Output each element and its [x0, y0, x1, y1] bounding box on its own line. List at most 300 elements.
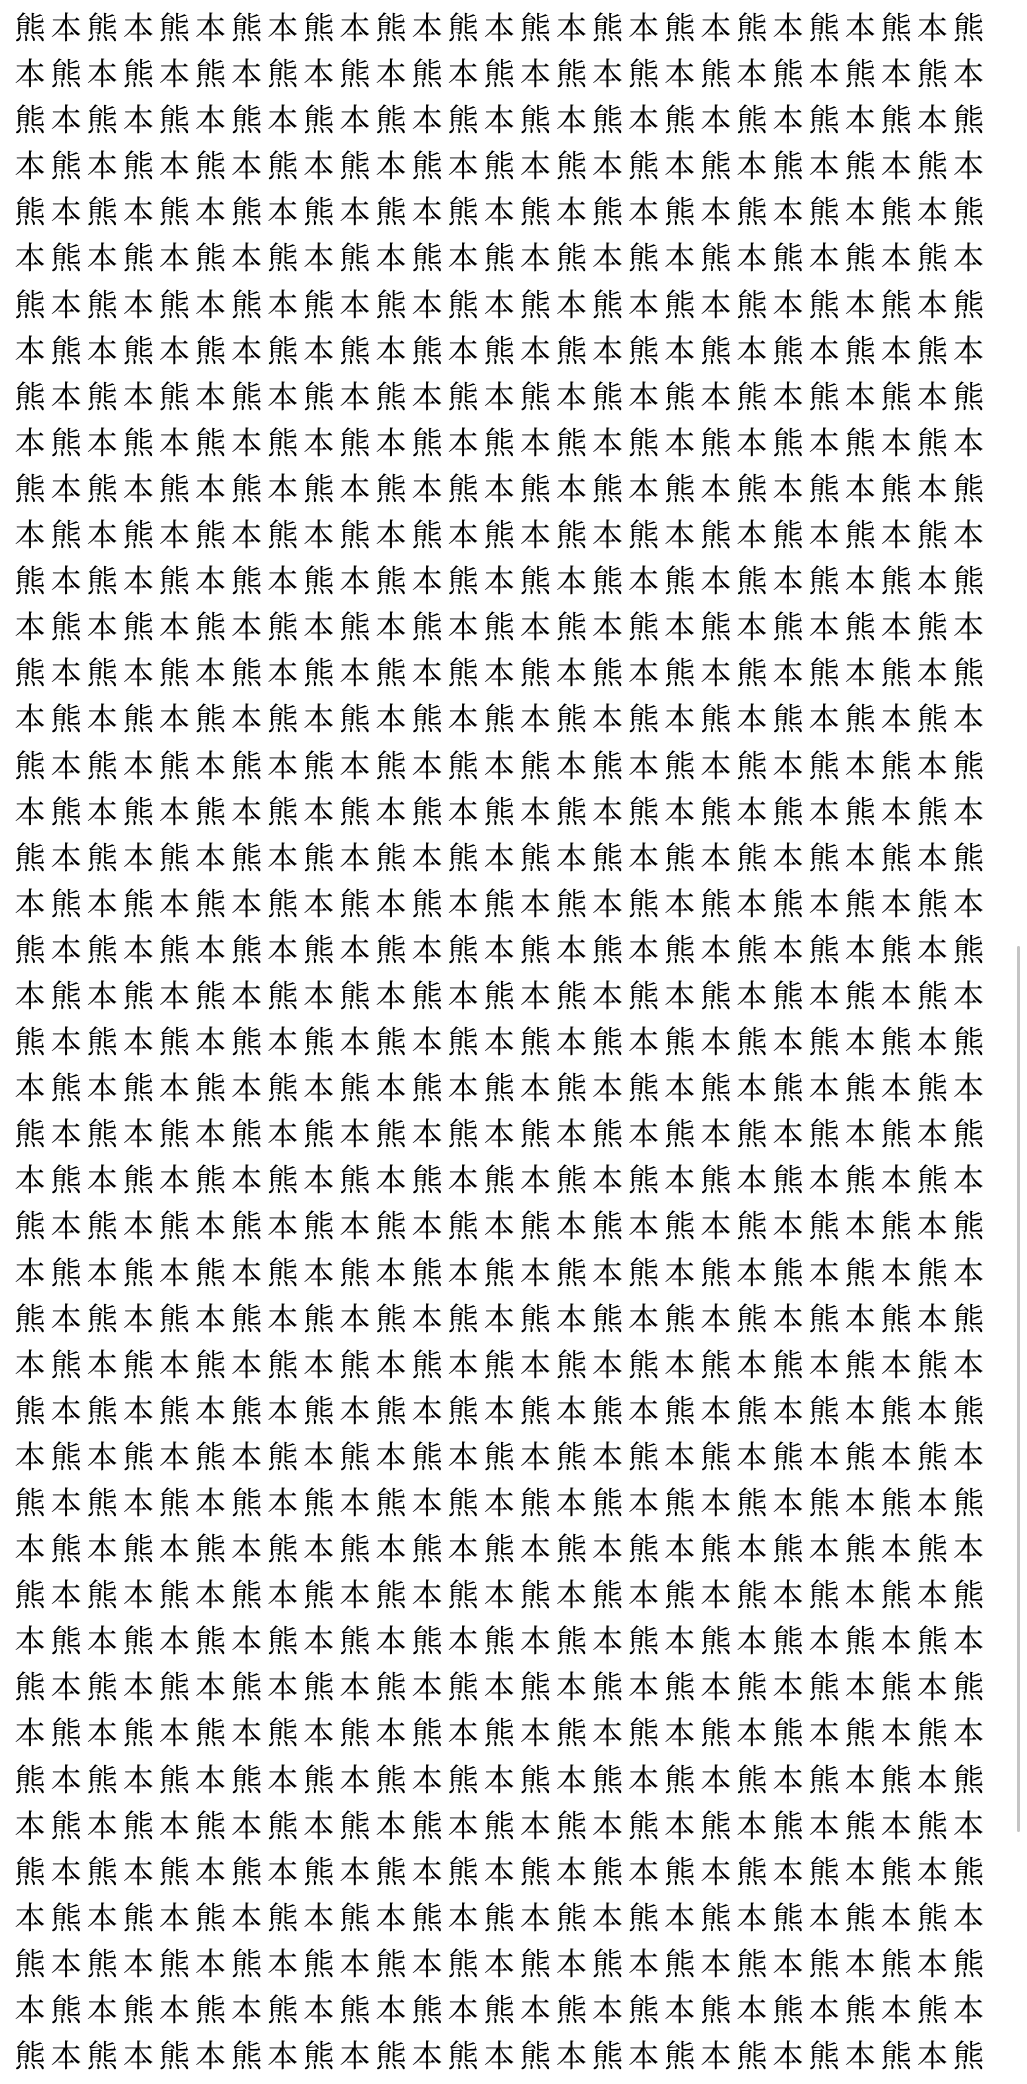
glyph: 熊: [14, 1025, 46, 1062]
glyph: 本: [592, 1900, 624, 1937]
glyph: 熊: [375, 1946, 407, 1983]
glyph: 本: [772, 1578, 804, 1615]
glyph: 熊: [122, 794, 154, 831]
glyph: 熊: [772, 57, 804, 94]
glyph: 本: [375, 1993, 407, 2030]
glyph: 熊: [50, 1624, 82, 1661]
glyph: 熊: [628, 1163, 660, 1200]
glyph: 熊: [844, 1532, 876, 1569]
glyph: 本: [519, 425, 551, 462]
glyph: 本: [339, 471, 371, 508]
glyph: 熊: [736, 840, 768, 877]
glyph: 熊: [952, 195, 984, 232]
glyph: 本: [555, 1578, 587, 1615]
glyph: 熊: [86, 287, 118, 324]
glyph: 熊: [303, 748, 335, 785]
glyph: 熊: [772, 1993, 804, 2030]
glyph: 本: [736, 978, 768, 1015]
glyph: 本: [86, 333, 118, 370]
glyph: 本: [700, 748, 732, 785]
glyph: 本: [14, 1993, 46, 2030]
glyph: 熊: [700, 149, 732, 186]
glyph: 熊: [555, 1255, 587, 1292]
glyph: 本: [664, 978, 696, 1015]
glyph: 熊: [158, 1946, 190, 1983]
glyph: 熊: [772, 1163, 804, 1200]
glyph: 本: [772, 2039, 804, 2076]
glyph: 本: [808, 149, 840, 186]
glyph: 本: [231, 1532, 263, 1569]
glyph: 本: [122, 1762, 154, 1799]
glyph: 本: [916, 564, 948, 601]
glyph: 本: [483, 748, 515, 785]
glyph: 熊: [195, 149, 227, 186]
glyph: 本: [628, 2039, 660, 2076]
glyph: 熊: [808, 932, 840, 969]
glyph: 本: [628, 1301, 660, 1338]
glyph: 熊: [14, 1486, 46, 1522]
glyph: 熊: [483, 1532, 515, 1569]
glyph-row: [12, 1435, 1002, 1481]
glyph: 熊: [555, 1439, 587, 1476]
glyph: 熊: [592, 656, 624, 693]
glyph: 熊: [664, 1117, 696, 1154]
glyph: 熊: [916, 425, 948, 462]
glyph: 本: [519, 57, 551, 94]
glyph: 本: [158, 1716, 190, 1753]
glyph: 本: [231, 1071, 263, 1108]
glyph: 本: [700, 1393, 732, 1430]
glyph: 熊: [916, 1439, 948, 1476]
glyph: 熊: [195, 425, 227, 462]
glyph: 熊: [14, 1854, 46, 1891]
glyph: 本: [303, 1255, 335, 1292]
glyph: 本: [339, 1854, 371, 1891]
glyph: 熊: [628, 1716, 660, 1753]
glyph: 熊: [772, 241, 804, 278]
glyph: 熊: [231, 1670, 263, 1707]
glyph: 本: [519, 1163, 551, 1200]
glyph: 熊: [700, 241, 732, 278]
glyph: 熊: [592, 748, 624, 785]
glyph: 本: [844, 1486, 876, 1522]
glyph: 本: [50, 1670, 82, 1707]
glyph-row: [12, 98, 1002, 144]
glyph: 本: [916, 1209, 948, 1246]
glyph: 本: [50, 932, 82, 969]
glyph: 熊: [86, 932, 118, 969]
glyph: 熊: [267, 1993, 299, 2030]
glyph-row: [12, 52, 1002, 98]
glyph: 本: [195, 2039, 227, 2076]
glyph: 熊: [808, 1025, 840, 1062]
glyph: 熊: [664, 1393, 696, 1430]
glyph: 熊: [86, 1854, 118, 1891]
glyph-row: [12, 1158, 1002, 1204]
glyph: 熊: [231, 287, 263, 324]
glyph: 本: [916, 1025, 948, 1062]
glyph: 熊: [664, 1209, 696, 1246]
glyph: 熊: [555, 886, 587, 923]
glyph: 熊: [519, 471, 551, 508]
glyph: 熊: [628, 1624, 660, 1661]
glyph: 熊: [50, 1255, 82, 1292]
glyph: 本: [880, 1993, 912, 2030]
glyph: 本: [158, 886, 190, 923]
glyph: 本: [267, 932, 299, 969]
glyph: 本: [628, 1578, 660, 1615]
glyph: 本: [231, 241, 263, 278]
glyph: 本: [14, 1163, 46, 1200]
glyph: 熊: [916, 1347, 948, 1384]
glyph: 熊: [772, 1532, 804, 1569]
glyph: 熊: [808, 1209, 840, 1246]
glyph: 本: [844, 840, 876, 877]
glyph: 熊: [267, 1532, 299, 1569]
glyph: 熊: [303, 103, 335, 140]
glyph: 本: [880, 518, 912, 555]
glyph: 熊: [447, 1209, 479, 1246]
glyph: 熊: [122, 1716, 154, 1753]
glyph: 本: [519, 1808, 551, 1845]
glyph: 熊: [122, 1255, 154, 1292]
glyph: 本: [916, 103, 948, 140]
glyph: 本: [736, 1993, 768, 2030]
glyph: 熊: [122, 1624, 154, 1661]
glyph: 熊: [844, 1071, 876, 1108]
glyph: 本: [375, 1900, 407, 1937]
glyph: 熊: [772, 1808, 804, 1845]
glyph-row: [12, 1573, 1002, 1619]
glyph: 本: [664, 1993, 696, 2030]
glyph: 本: [447, 149, 479, 186]
glyph: 熊: [916, 1255, 948, 1292]
glyph: 熊: [231, 1301, 263, 1338]
glyph: 熊: [158, 2039, 190, 2076]
glyph: 熊: [267, 1255, 299, 1292]
glyph: 熊: [483, 333, 515, 370]
glyph: 本: [375, 1716, 407, 1753]
glyph: 熊: [664, 1301, 696, 1338]
glyph: 熊: [411, 1624, 443, 1661]
glyph: 熊: [952, 564, 984, 601]
glyph: 熊: [555, 1347, 587, 1384]
glyph: 本: [519, 1993, 551, 2030]
glyph: 本: [664, 1163, 696, 1200]
glyph-row: [12, 6, 1002, 52]
glyph: 熊: [339, 1716, 371, 1753]
glyph: 熊: [195, 1347, 227, 1384]
glyph: 本: [664, 1071, 696, 1108]
glyph: 本: [267, 1946, 299, 1983]
glyph: 本: [916, 471, 948, 508]
glyph: 熊: [519, 1946, 551, 1983]
glyph-row: [12, 1066, 1002, 1112]
glyph: 熊: [122, 886, 154, 923]
glyph: 本: [303, 425, 335, 462]
glyph: 本: [736, 333, 768, 370]
glyph: 熊: [411, 886, 443, 923]
vertical-scrollbar-thumb[interactable]: [1017, 946, 1020, 1832]
glyph-row: [12, 1665, 1002, 1711]
glyph: 熊: [592, 471, 624, 508]
glyph: 本: [555, 1209, 587, 1246]
glyph: 本: [411, 1854, 443, 1891]
glyph: 熊: [303, 1762, 335, 1799]
glyph: 熊: [14, 1578, 46, 1615]
glyph: 熊: [844, 794, 876, 831]
glyph-row: [12, 329, 1002, 375]
glyph: 本: [14, 610, 46, 647]
glyph: 本: [50, 656, 82, 693]
glyph: 熊: [14, 103, 46, 140]
glyph: 本: [844, 1854, 876, 1891]
glyph: 本: [736, 1900, 768, 1937]
glyph: 熊: [158, 379, 190, 416]
glyph: 熊: [50, 1163, 82, 1200]
glyph: 本: [772, 656, 804, 693]
glyph: 本: [339, 1025, 371, 1062]
glyph: 熊: [411, 57, 443, 94]
glyph: 熊: [483, 886, 515, 923]
glyph: 熊: [14, 1301, 46, 1338]
glyph-row: [12, 190, 1002, 236]
glyph: 熊: [447, 1578, 479, 1615]
glyph: 本: [267, 1393, 299, 1430]
glyph: 熊: [303, 840, 335, 877]
glyph: 本: [339, 11, 371, 47]
glyph: 熊: [736, 1762, 768, 1799]
glyph: 本: [231, 978, 263, 1015]
glyph: 熊: [808, 1486, 840, 1522]
glyph: 熊: [700, 978, 732, 1015]
glyph: 熊: [375, 656, 407, 693]
glyph: 熊: [86, 1486, 118, 1522]
glyph: 本: [808, 1163, 840, 1200]
glyph: 本: [483, 471, 515, 508]
glyph: 熊: [411, 1900, 443, 1937]
glyph: 本: [14, 1439, 46, 1476]
glyph: 熊: [411, 1347, 443, 1384]
glyph: 本: [628, 11, 660, 47]
glyph: 本: [447, 425, 479, 462]
glyph: 熊: [122, 1439, 154, 1476]
glyph: 熊: [50, 610, 82, 647]
glyph: 熊: [122, 1808, 154, 1845]
glyph: 本: [303, 241, 335, 278]
glyph: 熊: [916, 1071, 948, 1108]
glyph: 本: [736, 794, 768, 831]
glyph: 熊: [736, 195, 768, 232]
glyph: 熊: [664, 471, 696, 508]
glyph: 本: [664, 57, 696, 94]
glyph: 熊: [952, 1209, 984, 1246]
glyph: 本: [339, 1946, 371, 1983]
glyph: 熊: [375, 1670, 407, 1707]
glyph: 熊: [14, 1393, 46, 1430]
glyph: 熊: [158, 1854, 190, 1891]
glyph: 本: [736, 1532, 768, 1569]
glyph: 本: [231, 333, 263, 370]
glyph: 本: [483, 1025, 515, 1062]
glyph: 熊: [736, 1393, 768, 1430]
glyph: 本: [519, 1624, 551, 1661]
glyph: 本: [195, 1670, 227, 1707]
glyph: 熊: [267, 518, 299, 555]
glyph: 本: [880, 1532, 912, 1569]
glyph: 本: [447, 978, 479, 1015]
glyph: 本: [339, 1670, 371, 1707]
glyph: 本: [808, 1255, 840, 1292]
glyph: 本: [375, 333, 407, 370]
glyph-row: [12, 144, 1002, 190]
glyph: 熊: [50, 518, 82, 555]
glyph: 本: [592, 794, 624, 831]
glyph-row: [12, 1988, 1002, 2034]
glyph: 本: [303, 702, 335, 739]
glyph: 本: [592, 57, 624, 94]
glyph: 熊: [519, 1854, 551, 1891]
glyph: 本: [628, 1025, 660, 1062]
glyph: 本: [483, 1393, 515, 1430]
glyph: 熊: [195, 241, 227, 278]
glyph: 熊: [592, 195, 624, 232]
glyph: 本: [808, 886, 840, 923]
glyph: 本: [952, 1163, 984, 1200]
glyph: 本: [411, 11, 443, 47]
glyph: 本: [122, 1854, 154, 1891]
glyph: 熊: [808, 1854, 840, 1891]
glyph: 熊: [880, 1209, 912, 1246]
glyph: 熊: [628, 886, 660, 923]
glyph: 熊: [267, 1624, 299, 1661]
glyph: 本: [122, 287, 154, 324]
glyph: 本: [700, 1670, 732, 1707]
glyph: 本: [628, 932, 660, 969]
glyph: 熊: [231, 379, 263, 416]
glyph: 本: [772, 1946, 804, 1983]
glyph: 熊: [916, 1716, 948, 1753]
glyph: 本: [628, 1117, 660, 1154]
glyph: 熊: [952, 1854, 984, 1891]
glyph: 本: [772, 11, 804, 47]
glyph-row: [12, 1758, 1002, 1804]
glyph: 本: [14, 794, 46, 831]
glyph: 熊: [158, 748, 190, 785]
glyph: 熊: [375, 1301, 407, 1338]
glyph: 本: [122, 471, 154, 508]
glyph: 熊: [86, 1025, 118, 1062]
glyph: 熊: [267, 1071, 299, 1108]
glyph: 熊: [700, 610, 732, 647]
glyph: 熊: [195, 57, 227, 94]
glyph: 本: [195, 1117, 227, 1154]
glyph: 熊: [772, 149, 804, 186]
glyph: 熊: [195, 1808, 227, 1845]
glyph: 熊: [519, 379, 551, 416]
glyph: 熊: [844, 978, 876, 1015]
glyph: 本: [50, 287, 82, 324]
glyph-row: [12, 559, 1002, 605]
glyph: 本: [411, 1946, 443, 1983]
glyph: 熊: [808, 840, 840, 877]
glyph: 熊: [375, 1393, 407, 1430]
glyph: 熊: [195, 1993, 227, 2030]
glyph: 熊: [808, 195, 840, 232]
glyph: 熊: [86, 2039, 118, 2076]
glyph: 熊: [664, 748, 696, 785]
glyph: 熊: [736, 379, 768, 416]
glyph: 本: [952, 518, 984, 555]
glyph: 本: [952, 702, 984, 739]
glyph-row: [12, 467, 1002, 513]
glyph: 本: [231, 149, 263, 186]
glyph: 本: [303, 610, 335, 647]
glyph: 本: [50, 11, 82, 47]
glyph: 熊: [231, 564, 263, 601]
glyph: 熊: [736, 1025, 768, 1062]
glyph: 熊: [952, 1486, 984, 1522]
glyph: 本: [122, 379, 154, 416]
glyph-row: [12, 421, 1002, 467]
glyph: 熊: [664, 11, 696, 47]
glyph: 熊: [700, 1532, 732, 1569]
glyph: 熊: [664, 195, 696, 232]
glyph: 熊: [880, 1854, 912, 1891]
glyph: 本: [844, 932, 876, 969]
glyph: 本: [411, 840, 443, 877]
glyph: 熊: [952, 1301, 984, 1338]
glyph: 本: [267, 1301, 299, 1338]
glyph: 本: [231, 702, 263, 739]
glyph: 本: [86, 1071, 118, 1108]
glyph: 本: [267, 840, 299, 877]
glyph: 本: [375, 1071, 407, 1108]
glyph: 熊: [952, 1025, 984, 1062]
glyph: 熊: [700, 1255, 732, 1292]
glyph: 熊: [628, 425, 660, 462]
glyph: 熊: [880, 748, 912, 785]
glyph: 本: [339, 1762, 371, 1799]
glyph-row: [12, 1112, 1002, 1158]
glyph: 熊: [772, 1900, 804, 1937]
glyph: 熊: [375, 2039, 407, 2076]
glyph: 本: [267, 11, 299, 47]
glyph: 熊: [231, 11, 263, 47]
glyph: 本: [664, 794, 696, 831]
glyph: 熊: [158, 1670, 190, 1707]
glyph: 熊: [880, 564, 912, 601]
glyph: 本: [772, 748, 804, 785]
glyph: 熊: [808, 1946, 840, 1983]
glyph: 熊: [50, 1808, 82, 1845]
glyph: 熊: [375, 1578, 407, 1615]
glyph: 熊: [483, 57, 515, 94]
glyph: 熊: [880, 1946, 912, 1983]
glyph: 熊: [483, 1716, 515, 1753]
glyph: 本: [122, 748, 154, 785]
glyph: 本: [50, 1762, 82, 1799]
glyph: 熊: [50, 1993, 82, 2030]
glyph: 本: [195, 1854, 227, 1891]
glyph: 本: [86, 1993, 118, 2030]
glyph: 熊: [736, 1578, 768, 1615]
glyph: 本: [411, 1762, 443, 1799]
glyph: 本: [231, 610, 263, 647]
glyph: 本: [303, 518, 335, 555]
glyph: 熊: [664, 1578, 696, 1615]
glyph: 熊: [411, 794, 443, 831]
